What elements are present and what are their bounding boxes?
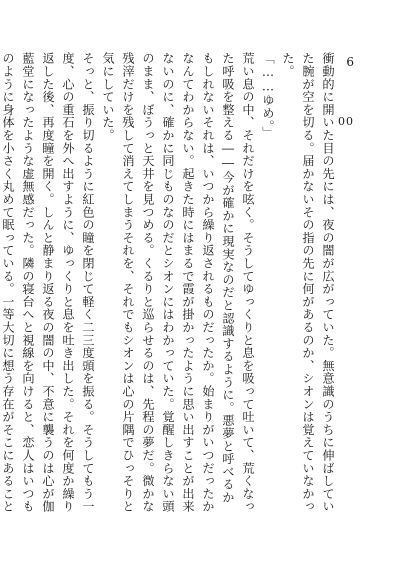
body-text [1,52,338,514]
page-number: 6 [346,55,354,69]
paragraph: 荒い息の中、それだけを呟く。そうしてゆっくりと息を吸って吐いて、荒くなった呼吸を整える――今が確かに現実なのだと認識するように。悪夢と呼べるかもしれないそれは、いつから繰り返されるものだったか。始まりがいつだったかなんてわからない。起きた時にはまるで霞が掛かったように思い出すことが出来ないのに、確かに同じものなのだとシオンにはわかっていた。覚醒しきらない頭のまま、ぼうっと天井を見つめる。くるりと巡らせるのは、先程の夢だ。微かな残滓だけを残して消えてしまうそれを、それでもシオンは心の片隅でひっそりと気にしていた。 [101,52,255,513]
paragraph: そっと、振り切るように紅色の瞳を閉じて軽く二三度頭を振る。そうしてもう一度、心の重石を外へ出すように、ゆっくりと息を吐き出した。それを何度か繰り返した後、再度瞳を開く。しんと静まり返る夜の闇の中、不意に襲うのは心が伽藍堂になったような虚無感だった。隣の寝台へと視線を向けると、恋人はいつものように身体を小さく丸めて眠っている。一等大切に想う存在がそこにあること [1,52,95,513]
paragraph: 「……ゆめ。」 [261,52,275,140]
paragraph: 衝動的に開いた目の先には、夜の闇が広がっていた。無意識のうちに伸ばしていた腕が空を切る。届かないその指の先に何があるのか、シオンは覚えていなかった。 [281,52,335,513]
chapter-heading: 00 [338,115,354,128]
